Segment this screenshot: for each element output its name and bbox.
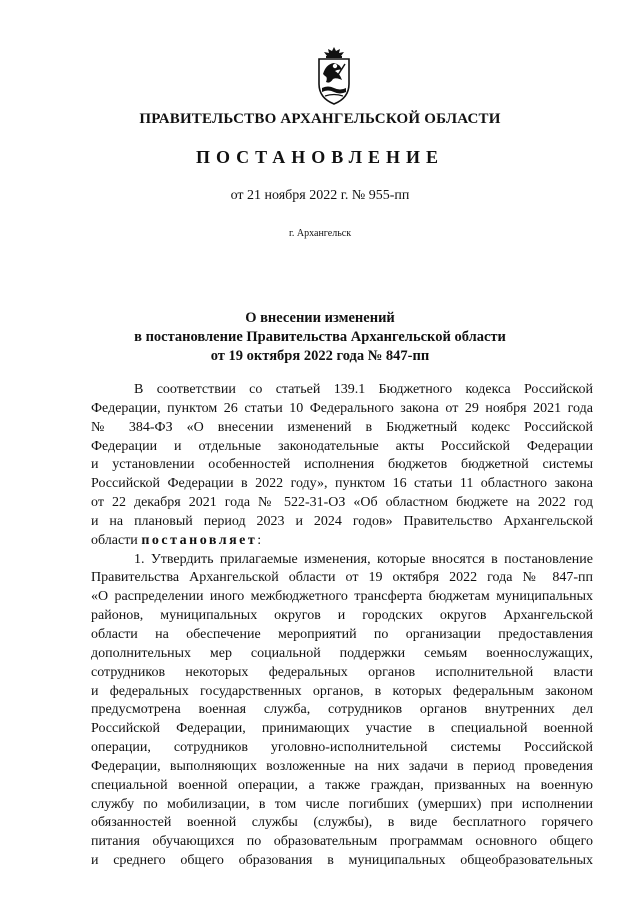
title-line: от 19 октября 2022 года № 847-пп <box>210 348 430 364</box>
resolves-keyword: постановляет <box>141 532 258 548</box>
body-line: районов, муниципальных округов и городских округов Архангельской <box>91 608 593 624</box>
document-title <box>0 309 640 366</box>
body-line: Федерации, выполняющих возложенные на них задачи в период проведения <box>91 758 593 774</box>
body-line: предусмотрена военная служба, сотрудников органов внутренних дел <box>91 702 593 718</box>
body-line: и на плановый период 2023 и 2024 годов» Правительство Архангельской <box>91 513 593 529</box>
document-body <box>91 381 593 871</box>
body-line: 1. Утвердить прилагаемые изменения, которые вносятся в постановление <box>134 551 593 567</box>
organization-title: ПРАВИТЕЛЬСТВО АРХАНГЕЛЬСКОЙ ОБЛАСТИ <box>139 111 501 127</box>
title-line: О внесении изменений <box>245 310 395 326</box>
body-line: и среднего общего образования в муниципальных общеобразовательных <box>91 853 593 869</box>
body-line: области на обеспечение мероприятий по организации предоставления <box>91 626 593 642</box>
body-line: специальной военной операции, а также граждан, призванных на военную <box>91 777 593 793</box>
body-line: службу по мобилизации, в том числе погибших (умерших) при исполнении <box>91 796 593 812</box>
date-and-number: от 21 ноября 2022 г. № 955-пп <box>230 188 410 203</box>
body-line-resolution <box>91 532 593 551</box>
body-line: Федерации и отдельные законодательные акты Российской Федерации <box>91 438 593 454</box>
body-text: области <box>91 532 142 548</box>
body-line: № 384-ФЗ «О внесении изменений в Бюджетный кодекс Российской <box>91 419 593 435</box>
body-line: Российской Федерации, принимающих участие в специальной военной <box>91 721 593 737</box>
coat-of-arms-icon <box>316 44 352 108</box>
body-line: Правительства Архангельской области от 19 октября 2022 года № 847-пп <box>91 570 593 586</box>
body-line: «О распределении иного межбюджетного трансферта бюджетам муниципальных <box>91 589 593 605</box>
body-line: Российской Федерации в 2022 году», пунктом 16 статьи 11 областного закона <box>91 476 593 492</box>
body-line: В соответствии со статьей 139.1 Бюджетного кодекса Российской <box>134 382 593 397</box>
title-line: в постановление Правительства Архангельской области <box>134 329 506 345</box>
body-line: и федеральных государственных органов, в которых федеральным законом <box>91 683 593 699</box>
body-line: дополнительных мер социальной поддержки семьям военнослужащих, <box>91 645 593 661</box>
body-line: сотрудников некоторых федеральных органов исполнительной власти <box>91 664 593 680</box>
body-line: обязанностей военной службы (службы), в виде бесплатного горячего <box>91 815 593 831</box>
document-type: ПОСТАНОВЛЕНИЕ <box>195 147 445 167</box>
city: г. Архангельск <box>288 228 352 239</box>
body-line: питания обучающихся по образовательным программам основного общего <box>91 834 593 850</box>
body-line: операции, сотрудников уголовно-исполнительной системы Российской <box>91 740 593 756</box>
body-text: : <box>257 532 262 548</box>
body-line: от 22 декабря 2021 года № 522-31-ОЗ «Об областном бюджете на 2022 год <box>91 495 593 511</box>
body-line: и установлении особенностей исполнения бюджетов бюджетной системы <box>91 457 593 473</box>
body-line: Федерации, пунктом 26 статьи 10 Федерального закона от 29 ноября 2021 года <box>91 400 593 416</box>
